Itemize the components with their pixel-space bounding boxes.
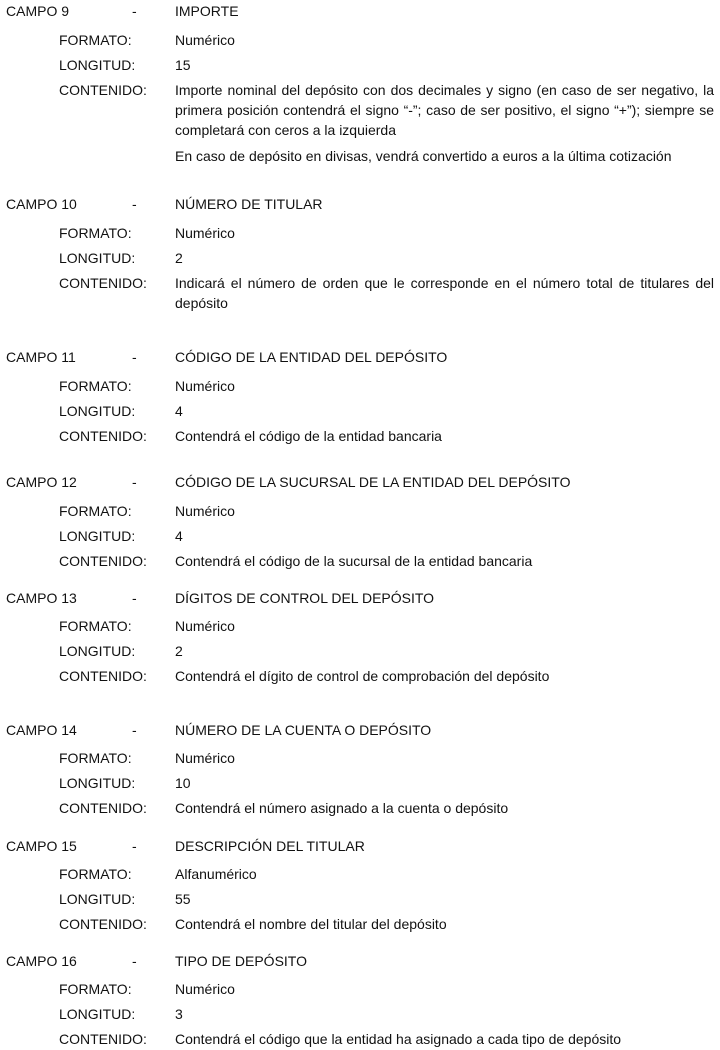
formato-value: Numérico (175, 225, 235, 241)
contenido-value (175, 80, 714, 166)
longitud-value: 4 (175, 528, 183, 544)
field-number: CAMPO 10 (6, 196, 77, 212)
formato-value: Numérico (175, 750, 235, 766)
formato-label: FORMATO: (59, 618, 132, 634)
longitud-label: LONGITUD: (59, 643, 136, 659)
longitud-value: 15 (175, 57, 191, 73)
field-number: CAMPO 14 (6, 722, 77, 738)
contenido-text: Importe nominal del depósito con dos decimales y signo (en caso de ser negativo, la primera posición contendrá el signo “-”; caso de ser positivo, el signo “+”); siempre se completará con ceros a la izquierda (175, 82, 714, 138)
field-dash: - (132, 838, 137, 854)
field-title: CÓDIGO DE LA ENTIDAD DEL DEPÓSITO (175, 349, 448, 365)
field-number: CAMPO 16 (6, 953, 77, 969)
contenido-text: Contendrá el nombre del titular del depósito (175, 916, 447, 932)
contenido-label: CONTENIDO: (59, 800, 147, 816)
longitud-value: 10 (175, 775, 191, 791)
contenido-label: CONTENIDO: (59, 553, 147, 569)
contenido-label: CONTENIDO: (59, 668, 147, 684)
longitud-label: LONGITUD: (59, 250, 136, 266)
contenido-text: Indicará el número de orden que le corresponde en el número total de titulares del depósito (175, 275, 714, 311)
longitud-label: LONGITUD: (59, 528, 136, 544)
formato-label: FORMATO: (59, 503, 132, 519)
contenido-label: CONTENIDO: (59, 428, 147, 444)
field-title: DESCRIPCIÓN DEL TITULAR (175, 838, 365, 854)
contenido-extra-text: En caso de depósito en divisas, vendrá convertido a euros a la última cotización (175, 148, 672, 164)
field-number: CAMPO 11 (6, 349, 76, 365)
field-number: CAMPO 12 (6, 474, 77, 490)
field-dash: - (132, 474, 137, 490)
field-dash: - (132, 590, 137, 606)
contenido-text: Contendrá el número asignado a la cuenta o depósito (175, 800, 509, 816)
longitud-label: LONGITUD: (59, 57, 136, 73)
field-dash: - (132, 196, 137, 212)
longitud-label: LONGITUD: (59, 1006, 136, 1022)
contenido-label: CONTENIDO: (59, 1031, 147, 1047)
field-number: CAMPO 13 (6, 590, 77, 606)
field-title: TIPO DE DEPÓSITO (175, 953, 307, 969)
field-title: NÚMERO DE TITULAR (175, 196, 323, 212)
formato-value: Numérico (175, 378, 235, 394)
formato-value: Numérico (175, 503, 235, 519)
formato-label: FORMATO: (59, 866, 132, 882)
contenido-text: Contendrá el código de la entidad bancaria (175, 428, 442, 444)
contenido-text: Contendrá el dígito de control de comprobación del depósito (175, 668, 550, 684)
formato-label: FORMATO: (59, 32, 132, 48)
field-dash: - (132, 722, 137, 738)
longitud-value: 2 (175, 643, 183, 659)
longitud-label: LONGITUD: (59, 775, 136, 791)
contenido-value (175, 273, 714, 313)
longitud-value: 55 (175, 891, 191, 907)
contenido-text: Contendrá el código que la entidad ha asignado a cada tipo de depósito (175, 1031, 622, 1047)
formato-value: Alfanumérico (175, 866, 257, 882)
field-number: CAMPO 9 (6, 3, 70, 19)
formato-label: FORMATO: (59, 378, 132, 394)
contenido-text: Contendrá el código de la sucursal de la entidad bancaria (175, 553, 533, 569)
formato-label: FORMATO: (59, 225, 132, 241)
longitud-value: 3 (175, 1006, 183, 1022)
field-title: DÍGITOS DE CONTROL DEL DEPÓSITO (175, 590, 435, 606)
field-number: CAMPO 15 (6, 838, 77, 854)
contenido-label: CONTENIDO: (59, 82, 147, 98)
contenido-label: CONTENIDO: (59, 916, 147, 932)
field-dash: - (132, 349, 137, 365)
field-dash: - (132, 3, 137, 19)
formato-value: Numérico (175, 981, 235, 997)
formato-label: FORMATO: (59, 750, 132, 766)
longitud-label: LONGITUD: (59, 891, 136, 907)
longitud-value: 4 (175, 403, 183, 419)
formato-label: FORMATO: (59, 981, 132, 997)
field-title: CÓDIGO DE LA SUCURSAL DE LA ENTIDAD DEL DEPÓSITO (175, 474, 571, 490)
formato-value: Numérico (175, 32, 235, 48)
longitud-label: LONGITUD: (59, 403, 136, 419)
field-dash: - (132, 953, 137, 969)
contenido-label: CONTENIDO: (59, 275, 147, 291)
field-title: IMPORTE (175, 3, 239, 19)
longitud-value: 2 (175, 250, 183, 266)
formato-value: Numérico (175, 618, 235, 634)
field-title: NÚMERO DE LA CUENTA O DEPÓSITO (175, 722, 432, 738)
